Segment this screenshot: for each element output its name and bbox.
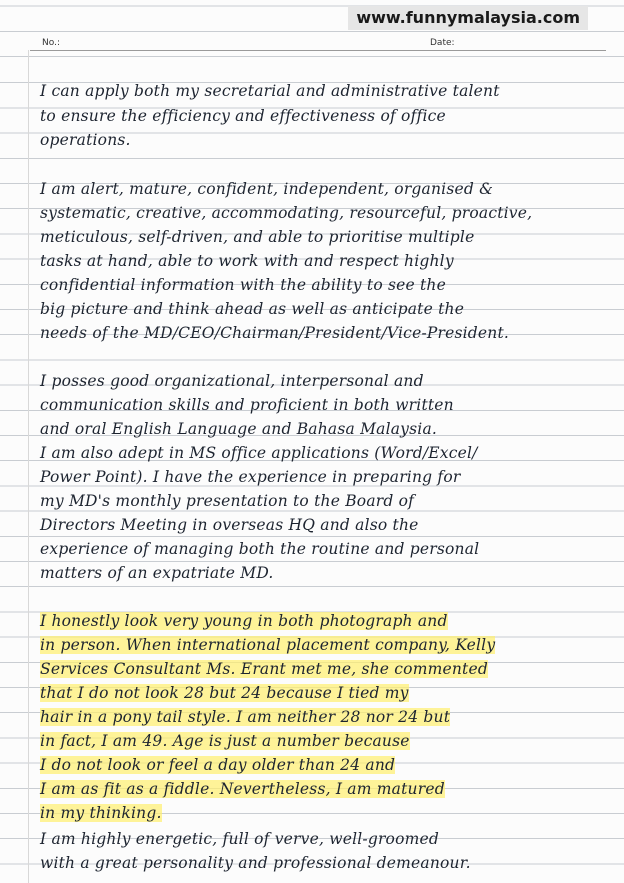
handwritten-line-highlighted: I am as fit as a fiddle. Nevertheless, I am matured (40, 780, 445, 798)
handwritten-line: big picture and think ahead as well as anticipate the (40, 300, 465, 318)
handwritten-line-highlighted: in fact, I am 49. Age is just a number because (40, 732, 410, 750)
handwritten-line: confidential information with the ability to see the (40, 276, 446, 294)
handwritten-line: my MD's monthly presentation to the Board of (40, 492, 415, 510)
handwritten-line-highlighted: I honestly look very young in both photograph and (40, 612, 448, 630)
handwritten-line: with a great personality and professional demeanour. (40, 854, 471, 872)
handwritten-line: I am alert, mature, confident, independent, organised & (40, 180, 494, 198)
date-label: Date: (430, 38, 455, 48)
handwritten-line: meticulous, self-driven, and able to prioritise multiple (40, 228, 475, 246)
handwritten-line: experience of managing both the routine and personal (40, 540, 480, 558)
handwritten-line: to ensure the efficiency and effectiveness of office (40, 107, 446, 125)
handwritten-line: needs of the MD/CEO/Chairman/President/Vice-President. (40, 324, 510, 342)
handwritten-line-highlighted: hair in a pony tail style. I am neither 28 nor 24 but (40, 708, 451, 726)
handwritten-line: tasks at hand, able to work with and respect highly (40, 252, 454, 270)
handwritten-line: Power Point). I have the experience in preparing for (40, 468, 461, 486)
handwritten-line: I can apply both my secretarial and administrative talent (40, 82, 500, 100)
header-rule (30, 50, 606, 51)
handwritten-line-highlighted: in person. When international placement company, Kelly (40, 636, 496, 654)
handwritten-line: and oral English Language and Bahasa Malaysia. (40, 420, 438, 438)
handwritten-line: Directors Meeting in overseas HQ and also the (40, 516, 419, 534)
watermark: www.funnymalaysia.com (348, 6, 588, 30)
handwritten-line: matters of an expatriate MD. (40, 564, 274, 582)
handwritten-line-highlighted: I do not look or feel a day older than 24 and (40, 756, 396, 774)
number-label: No.: (42, 38, 60, 48)
handwritten-line-highlighted: in my thinking. (40, 804, 162, 822)
margin-rule (28, 50, 29, 883)
handwritten-line-highlighted: that I do not look 28 but 24 because I tied my (40, 684, 409, 702)
handwritten-line: I am highly energetic, full of verve, well-groomed (40, 830, 440, 848)
handwritten-line-highlighted: Services Consultant Ms. Erant met me, she commented (40, 660, 488, 678)
handwritten-line: I am also adept in MS office applications (Word/Excel/ (40, 444, 478, 462)
handwritten-line: communication skills and proficient in both written (40, 396, 454, 414)
handwritten-line: I posses good organizational, interpersonal and (40, 372, 424, 390)
handwritten-line: operations. (40, 131, 131, 149)
handwritten-line: systematic, creative, accommodating, resourceful, proactive, (40, 204, 533, 222)
